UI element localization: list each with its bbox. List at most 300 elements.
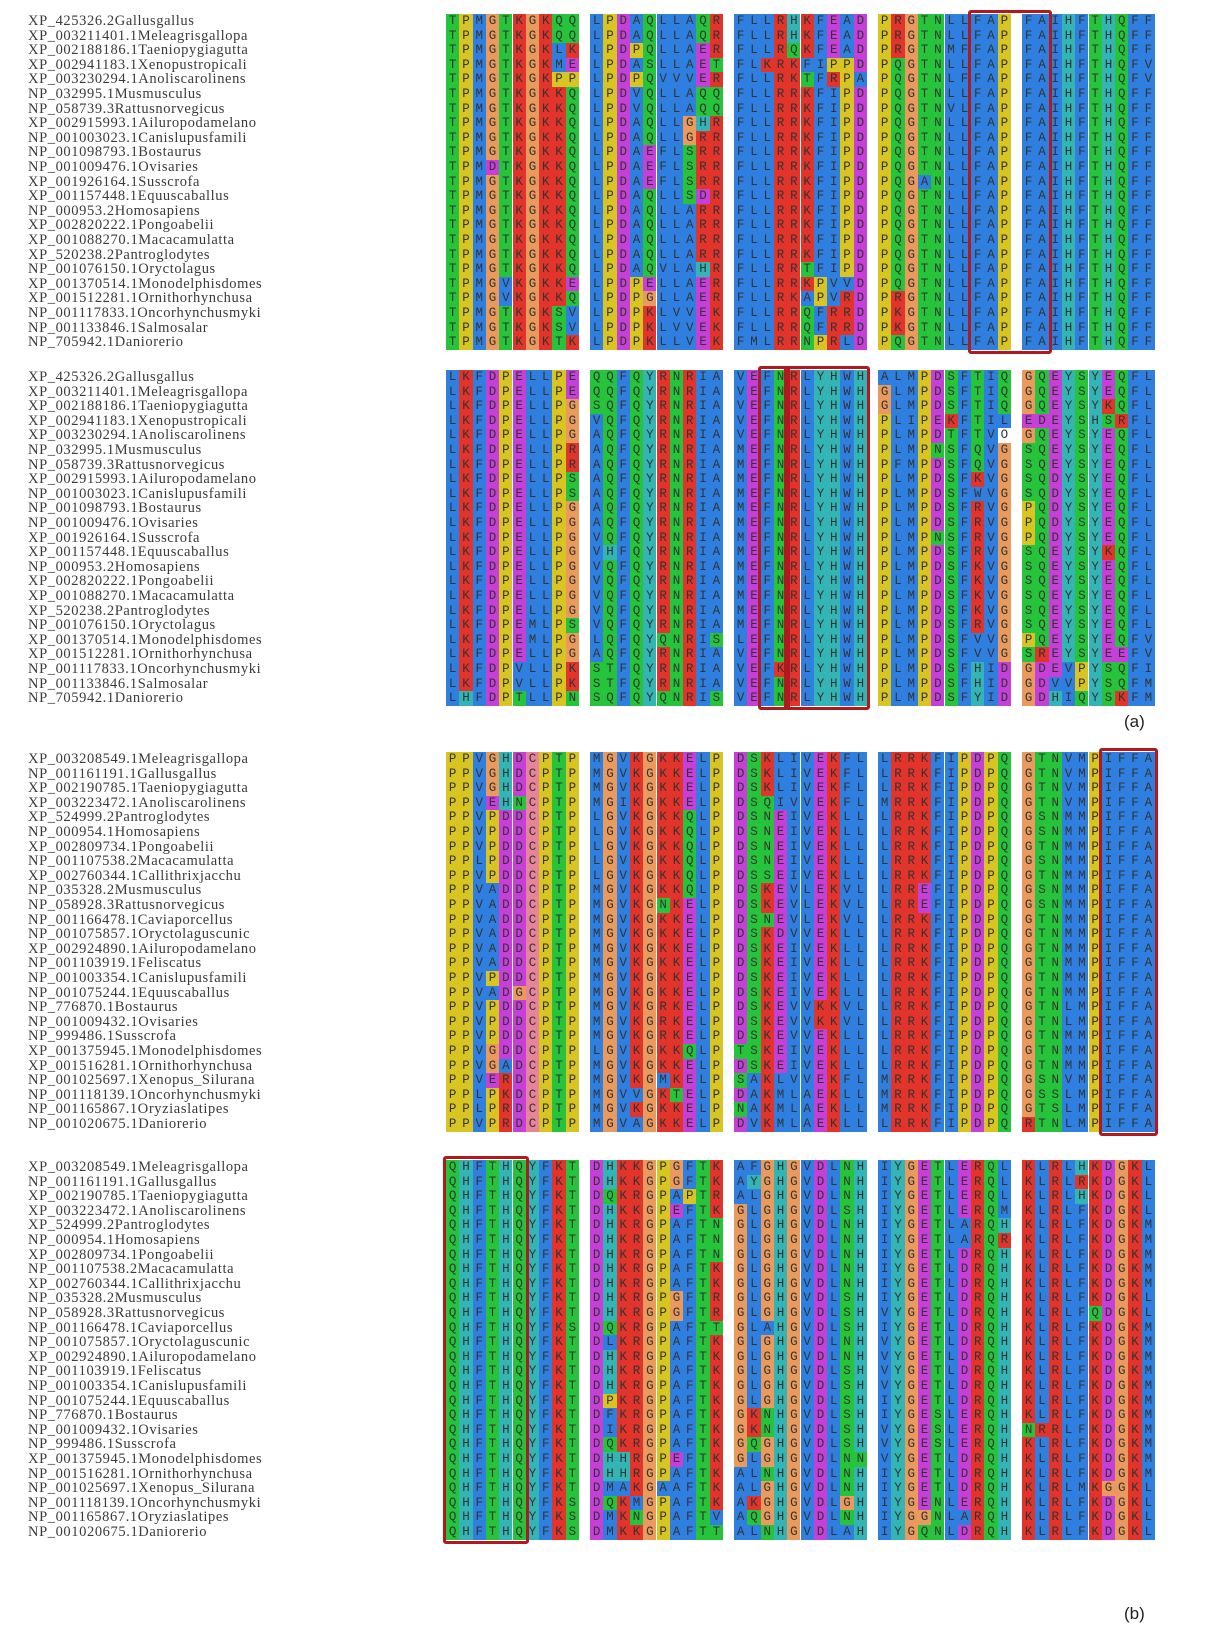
residue-cell: L (747, 14, 760, 29)
residue-cell: H (787, 29, 800, 44)
residue-cell: M (1062, 898, 1075, 913)
residue-cell: Y (643, 472, 656, 487)
residue-cell: L (1062, 1437, 1075, 1452)
residue-cell: M (1075, 883, 1088, 898)
residue-cell: F (1075, 189, 1088, 204)
residue-cell: F (958, 458, 971, 473)
residue-cell: Y (526, 1525, 539, 1540)
residue-cell: K (710, 1160, 723, 1175)
residue-cell: F (734, 262, 747, 277)
residue-cell: M (774, 1102, 787, 1117)
residue-cell: N (630, 1510, 643, 1525)
residue-cell: G (998, 443, 1011, 458)
residue-cell: R (683, 604, 696, 619)
residue-cell: I (945, 971, 958, 986)
residue-cell: R (787, 189, 800, 204)
residue-cell: Y (891, 1496, 904, 1511)
residue-cell: F (814, 87, 827, 102)
residue-cell: I (696, 458, 709, 473)
residue-cell: L (891, 385, 904, 400)
residue-cell: R (787, 574, 800, 589)
residue-cell: R (1049, 1233, 1062, 1248)
residue-cell: Q (984, 1335, 997, 1350)
residue-cell: G (603, 767, 616, 782)
residue-cell: T (566, 1233, 579, 1248)
residue-cell: K (918, 913, 931, 928)
residue-cell: H (603, 1233, 616, 1248)
residue-cell: F (931, 1044, 944, 1059)
residue-cell: K (1022, 1204, 1035, 1219)
residue-cell: P (539, 927, 552, 942)
residue-cell: R (774, 145, 787, 160)
residue-cell: D (814, 1423, 827, 1438)
residue-cell: V (590, 618, 603, 633)
residue-cell: I (1102, 927, 1115, 942)
residue-cell: Q (998, 986, 1011, 1001)
residue-cell: P (446, 767, 459, 782)
residue-cell: K (670, 1029, 683, 1044)
residue-cell: P (539, 1117, 552, 1132)
residue-cell: S (566, 1496, 579, 1511)
residue-cell: K (1128, 1248, 1141, 1263)
residue-cell: R (787, 277, 800, 292)
residue-cell: F (931, 854, 944, 869)
residue-cell: H (854, 1525, 867, 1540)
residue-cell: P (1089, 1102, 1102, 1117)
residue-cell: Q (891, 72, 904, 87)
residue-cell: S (1075, 443, 1088, 458)
residue-cell: G (643, 796, 656, 811)
residue-cell: L (747, 248, 760, 263)
residue-cell: G (486, 102, 499, 117)
residue-cell: L (958, 189, 971, 204)
residue-cell: V (630, 102, 643, 117)
residue-cell: V (801, 1277, 814, 1292)
residue-cell: R (787, 560, 800, 575)
residue-cell: K (1128, 1394, 1141, 1409)
residue-cell: A (1142, 927, 1155, 942)
residue-cell: M (734, 545, 747, 560)
sequence-name: NP_035328.2Musmusculus (28, 882, 202, 899)
residue-cell: F (958, 72, 971, 87)
residue-cell: M (1142, 1277, 1155, 1292)
residue-cell: F (958, 516, 971, 531)
residue-cell: V (984, 574, 997, 589)
residue-cell: P (459, 883, 472, 898)
residue-cell: E (683, 913, 696, 928)
residue-cell: V (878, 1379, 891, 1394)
residue-cell: R (787, 262, 800, 277)
residue-cell: P (840, 204, 853, 219)
residue-cell: Q (984, 1364, 997, 1379)
residue-cell: E (774, 942, 787, 957)
residue-cell: L (696, 781, 709, 796)
residue-cell: F (1128, 1117, 1141, 1132)
residue-cell: M (878, 1073, 891, 1088)
residue-cell: L (787, 1088, 800, 1103)
residue-cell: K (552, 131, 565, 146)
residue-cell: K (827, 913, 840, 928)
residue-cell: H (854, 1189, 867, 1204)
residue-cell: F (1115, 1044, 1128, 1059)
residue-cell: M (905, 633, 918, 648)
residue-cell: F (473, 1248, 486, 1263)
residue-cell: D (971, 781, 984, 796)
residue-cell: F (539, 1437, 552, 1452)
residue-cell: T (918, 72, 931, 87)
residue-cell: A (710, 618, 723, 633)
residue-cell: R (891, 781, 904, 796)
residue-cell: A (801, 1102, 814, 1117)
residue-cell: T (918, 233, 931, 248)
residue-cell: E (747, 443, 760, 458)
residue-cell: D (814, 1452, 827, 1467)
residue-cell: F (1142, 43, 1155, 58)
residue-cell: A (670, 1248, 683, 1263)
residue-cell: K (1102, 545, 1115, 560)
residue-cell: H (854, 1306, 867, 1321)
residue-cell: L (1142, 458, 1155, 473)
residue-cell: D (854, 291, 867, 306)
residue-cell: P (459, 218, 472, 233)
residue-cell: G (486, 291, 499, 306)
residue-cell: G (486, 29, 499, 44)
residue-cell: F (1128, 189, 1141, 204)
residue-cell: D (734, 1029, 747, 1044)
residue-cell: K (459, 516, 472, 531)
residue-cell: G (998, 647, 1011, 662)
residue-cell: I (878, 1262, 891, 1277)
residue-cell: D (590, 1248, 603, 1263)
residue-cell: G (643, 1394, 656, 1409)
residue-cell: C (526, 869, 539, 884)
residue-cell: T (931, 1481, 944, 1496)
residue-cell: M (1142, 1408, 1155, 1423)
residue-cell: P (499, 604, 512, 619)
residue-cell: N (657, 898, 670, 913)
residue-cell: I (696, 428, 709, 443)
residue-cell: F (1075, 1262, 1088, 1277)
residue-cell: P (566, 854, 579, 869)
alignment-panel-a (18, 14, 1200, 734)
residue-cell: L (827, 1291, 840, 1306)
residue-cell: E (513, 501, 526, 516)
residue-cell: V (473, 986, 486, 1001)
residue-cell: K (552, 218, 565, 233)
residue-cell: I (878, 1467, 891, 1482)
residue-cell: R (696, 131, 709, 146)
residue-cell: H (1102, 145, 1115, 160)
residue-cell: H (774, 1218, 787, 1233)
residue-cell: F (473, 1262, 486, 1277)
residue-cell: D (814, 1394, 827, 1409)
residue-cell: D (486, 516, 499, 531)
residue-cell: G (643, 1277, 656, 1292)
residue-cell: H (827, 414, 840, 429)
residue-cell: F (1128, 531, 1141, 546)
residue-cell: T (1089, 29, 1102, 44)
residue-cell: L (827, 1248, 840, 1263)
residue-cell: G (787, 1175, 800, 1190)
residue-cell: Q (603, 501, 616, 516)
residue-cell: F (958, 545, 971, 560)
residue-cell: G (998, 501, 1011, 516)
residue-cell: R (905, 956, 918, 971)
residue-cell: F (539, 1481, 552, 1496)
residue-cell: K (459, 560, 472, 575)
residue-cell: K (513, 160, 526, 175)
residue-cell: F (814, 116, 827, 131)
residue-cell: T (918, 14, 931, 29)
residue-cell: P (878, 501, 891, 516)
residue-cell: L (945, 1423, 958, 1438)
residue-cell: K (552, 1277, 565, 1292)
residue-cell: Q (513, 1175, 526, 1190)
residue-cell: N (710, 1248, 723, 1263)
residue-cell: R (630, 1233, 643, 1248)
residue-cell: Q (984, 1379, 997, 1394)
residue-cell: Y (891, 1350, 904, 1365)
residue-cell: V (984, 560, 997, 575)
residue-cell: D (617, 145, 630, 160)
residue-cell: L (1062, 1233, 1075, 1248)
residue-cell: K (827, 854, 840, 869)
residue-cell: Y (1062, 487, 1075, 502)
residue-cell: L (891, 472, 904, 487)
residue-cell: K (801, 204, 814, 219)
residue-cell: Q (446, 1364, 459, 1379)
residue-cell: S (590, 399, 603, 414)
residue-cell: R (683, 443, 696, 458)
residue-cell: Q (747, 1437, 760, 1452)
residue-cell: A (630, 131, 643, 146)
residue-cell: K (1022, 1496, 1035, 1511)
residue-cell: G (998, 560, 1011, 575)
residue-cell: K (657, 927, 670, 942)
residue-cell: L (1035, 1437, 1048, 1452)
residue-cell: E (747, 662, 760, 677)
residue-cell: S (1075, 501, 1088, 516)
residue-cell: P (710, 810, 723, 825)
residue-cell: A (984, 306, 997, 321)
residue-cell: L (854, 796, 867, 811)
residue-cell: C (526, 1117, 539, 1132)
residue-cell: E (814, 781, 827, 796)
residue-cell: Q (998, 898, 1011, 913)
residue-cell: L (1062, 1306, 1075, 1321)
residue-cell: K (971, 604, 984, 619)
residue-cell: M (1062, 956, 1075, 971)
sequence-name: XP_520238.2Pantroglodytes (28, 602, 211, 619)
residue-cell: R (971, 1408, 984, 1423)
residue-cell: S (683, 160, 696, 175)
residue-cell: D (513, 1015, 526, 1030)
residue-cell: K (1128, 1204, 1141, 1219)
residue-cell: P (958, 1029, 971, 1044)
residue-cell: E (814, 971, 827, 986)
residue-cell: F (971, 87, 984, 102)
residue-cell: L (696, 986, 709, 1001)
residue-cell: E (1102, 443, 1115, 458)
residue-cell: D (590, 1394, 603, 1409)
residue-cell: R (630, 1218, 643, 1233)
residue-cell: D (513, 913, 526, 928)
residue-cell: D (617, 175, 630, 190)
residue-cell: A (1142, 1102, 1155, 1117)
residue-cell: T (499, 262, 512, 277)
residue-cell: A (590, 428, 603, 443)
residue-cell: L (1035, 1496, 1048, 1511)
residue-cell: P (958, 869, 971, 884)
residue-cell: T (971, 385, 984, 400)
sequence-name: XP_002924890.1Ailuropodamelano (28, 940, 257, 957)
residue-cell: K (1089, 1394, 1102, 1409)
residue-cell: A (958, 1233, 971, 1248)
residue-cell: T (931, 1189, 944, 1204)
residue-cell: Q (513, 1423, 526, 1438)
residue-cell: K (1089, 1423, 1102, 1438)
residue-cell: P (1089, 913, 1102, 928)
residue-cell: H (1102, 291, 1115, 306)
residue-cell: K (617, 1291, 630, 1306)
residue-cell: G (526, 175, 539, 190)
residue-cell: D (971, 810, 984, 825)
residue-cell: L (526, 385, 539, 400)
residue-cell: R (971, 1277, 984, 1292)
residue-cell: F (761, 560, 774, 575)
residue-cell: Y (643, 677, 656, 692)
residue-cell: E (814, 840, 827, 855)
residue-cell: E (696, 306, 709, 321)
residue-cell: Q (630, 677, 643, 692)
residue-cell: T (1035, 767, 1048, 782)
residue-cell: G (1115, 1394, 1128, 1409)
residue-cell: Q (566, 189, 579, 204)
residue-cell: D (513, 854, 526, 869)
residue-cell: K (827, 810, 840, 825)
residue-cell: M (473, 58, 486, 73)
residue-cell: L (747, 102, 760, 117)
residue-cell: H (1062, 248, 1075, 263)
residue-cell: W (840, 677, 853, 692)
residue-cell: G (566, 633, 579, 648)
residue-cell: G (734, 1423, 747, 1438)
residue-cell: R (787, 531, 800, 546)
residue-cell: K (552, 1248, 565, 1263)
residue-cell: I (827, 87, 840, 102)
residue-cell: D (971, 1000, 984, 1015)
residue-cell: K (918, 810, 931, 825)
residue-cell: L (854, 883, 867, 898)
residue-cell: P (566, 1044, 579, 1059)
residue-cell: I (945, 1102, 958, 1117)
residue-cell: R (891, 796, 904, 811)
residue-cell: F (1142, 131, 1155, 146)
residue-cell: G (1115, 1160, 1128, 1175)
residue-cell: G (734, 1379, 747, 1394)
residue-cell: H (696, 262, 709, 277)
residue-cell: N (931, 262, 944, 277)
sequence-name: NP_001025697.1Xenopus_Silurana (28, 1072, 256, 1089)
residue-cell: H (998, 1350, 1011, 1365)
residue-cell: G (998, 516, 1011, 531)
residue-cell: K (1128, 1364, 1141, 1379)
residue-cell: Y (891, 1481, 904, 1496)
residue-cell: Y (526, 1481, 539, 1496)
residue-cell: T (566, 1423, 579, 1438)
residue-cell: S (1035, 883, 1048, 898)
residue-cell: K (1089, 1467, 1102, 1482)
residue-cell: F (473, 501, 486, 516)
residue-cell: Y (891, 1452, 904, 1467)
residue-cell: Q (1035, 370, 1048, 385)
residue-cell: D (958, 1452, 971, 1467)
residue-cell: H (1062, 233, 1075, 248)
residue-cell: Q (1115, 131, 1128, 146)
residue-cell: Y (1062, 516, 1075, 531)
residue-cell: N (761, 1525, 774, 1540)
residue-cell: L (539, 677, 552, 692)
residue-cell: K (459, 662, 472, 677)
residue-cell: Q (1115, 574, 1128, 589)
residue-cell: F (958, 618, 971, 633)
residue-cell: R (905, 986, 918, 1001)
residue-cell: T (486, 1525, 499, 1540)
residue-cell: V (801, 1291, 814, 1306)
residue-cell: G (486, 781, 499, 796)
residue-cell: R (891, 1015, 904, 1030)
residue-cell: M (526, 618, 539, 633)
residue-cell: V (734, 428, 747, 443)
residue-cell: H (854, 1160, 867, 1175)
residue-cell: F (473, 604, 486, 619)
residue-cell: K (1128, 1423, 1141, 1438)
residue-cell: G (643, 1335, 656, 1350)
residue-cell: Q (513, 1481, 526, 1496)
residue-cell: E (486, 1073, 499, 1088)
residue-cell: F (473, 1408, 486, 1423)
residue-cell: L (539, 691, 552, 706)
residue-cell: A (710, 458, 723, 473)
residue-cell: L (761, 116, 774, 131)
residue-cell: L (854, 1073, 867, 1088)
residue-cell: P (552, 516, 565, 531)
residue-cell: P (998, 29, 1011, 44)
residue-cell: D (590, 1496, 603, 1511)
residue-cell: L (854, 781, 867, 796)
residue-cell: R (683, 633, 696, 648)
residue-cell: N (840, 1481, 853, 1496)
residue-cell: P (446, 1073, 459, 1088)
residue-cell: T (931, 1452, 944, 1467)
residue-cell: I (1102, 1102, 1115, 1117)
residue-cell: M (774, 1117, 787, 1132)
residue-cell: Q (984, 1291, 997, 1306)
residue-cell: V (683, 72, 696, 87)
residue-cell: G (734, 1277, 747, 1292)
residue-cell: K (1022, 1481, 1035, 1496)
residue-cell: R (710, 14, 723, 29)
sequence-name: XP_001088270.1Macacamulatta (28, 232, 235, 248)
residue-cell: H (827, 633, 840, 648)
residue-cell: M (1062, 1029, 1075, 1044)
residue-cell: L (945, 1467, 958, 1482)
residue-cell: H (998, 1335, 1011, 1350)
sequence-name: NP_001009432.1Ovisaries (28, 1421, 199, 1438)
residue-cell: E (1102, 501, 1115, 516)
residue-cell: H (774, 1291, 787, 1306)
residue-cell: R (971, 1248, 984, 1263)
